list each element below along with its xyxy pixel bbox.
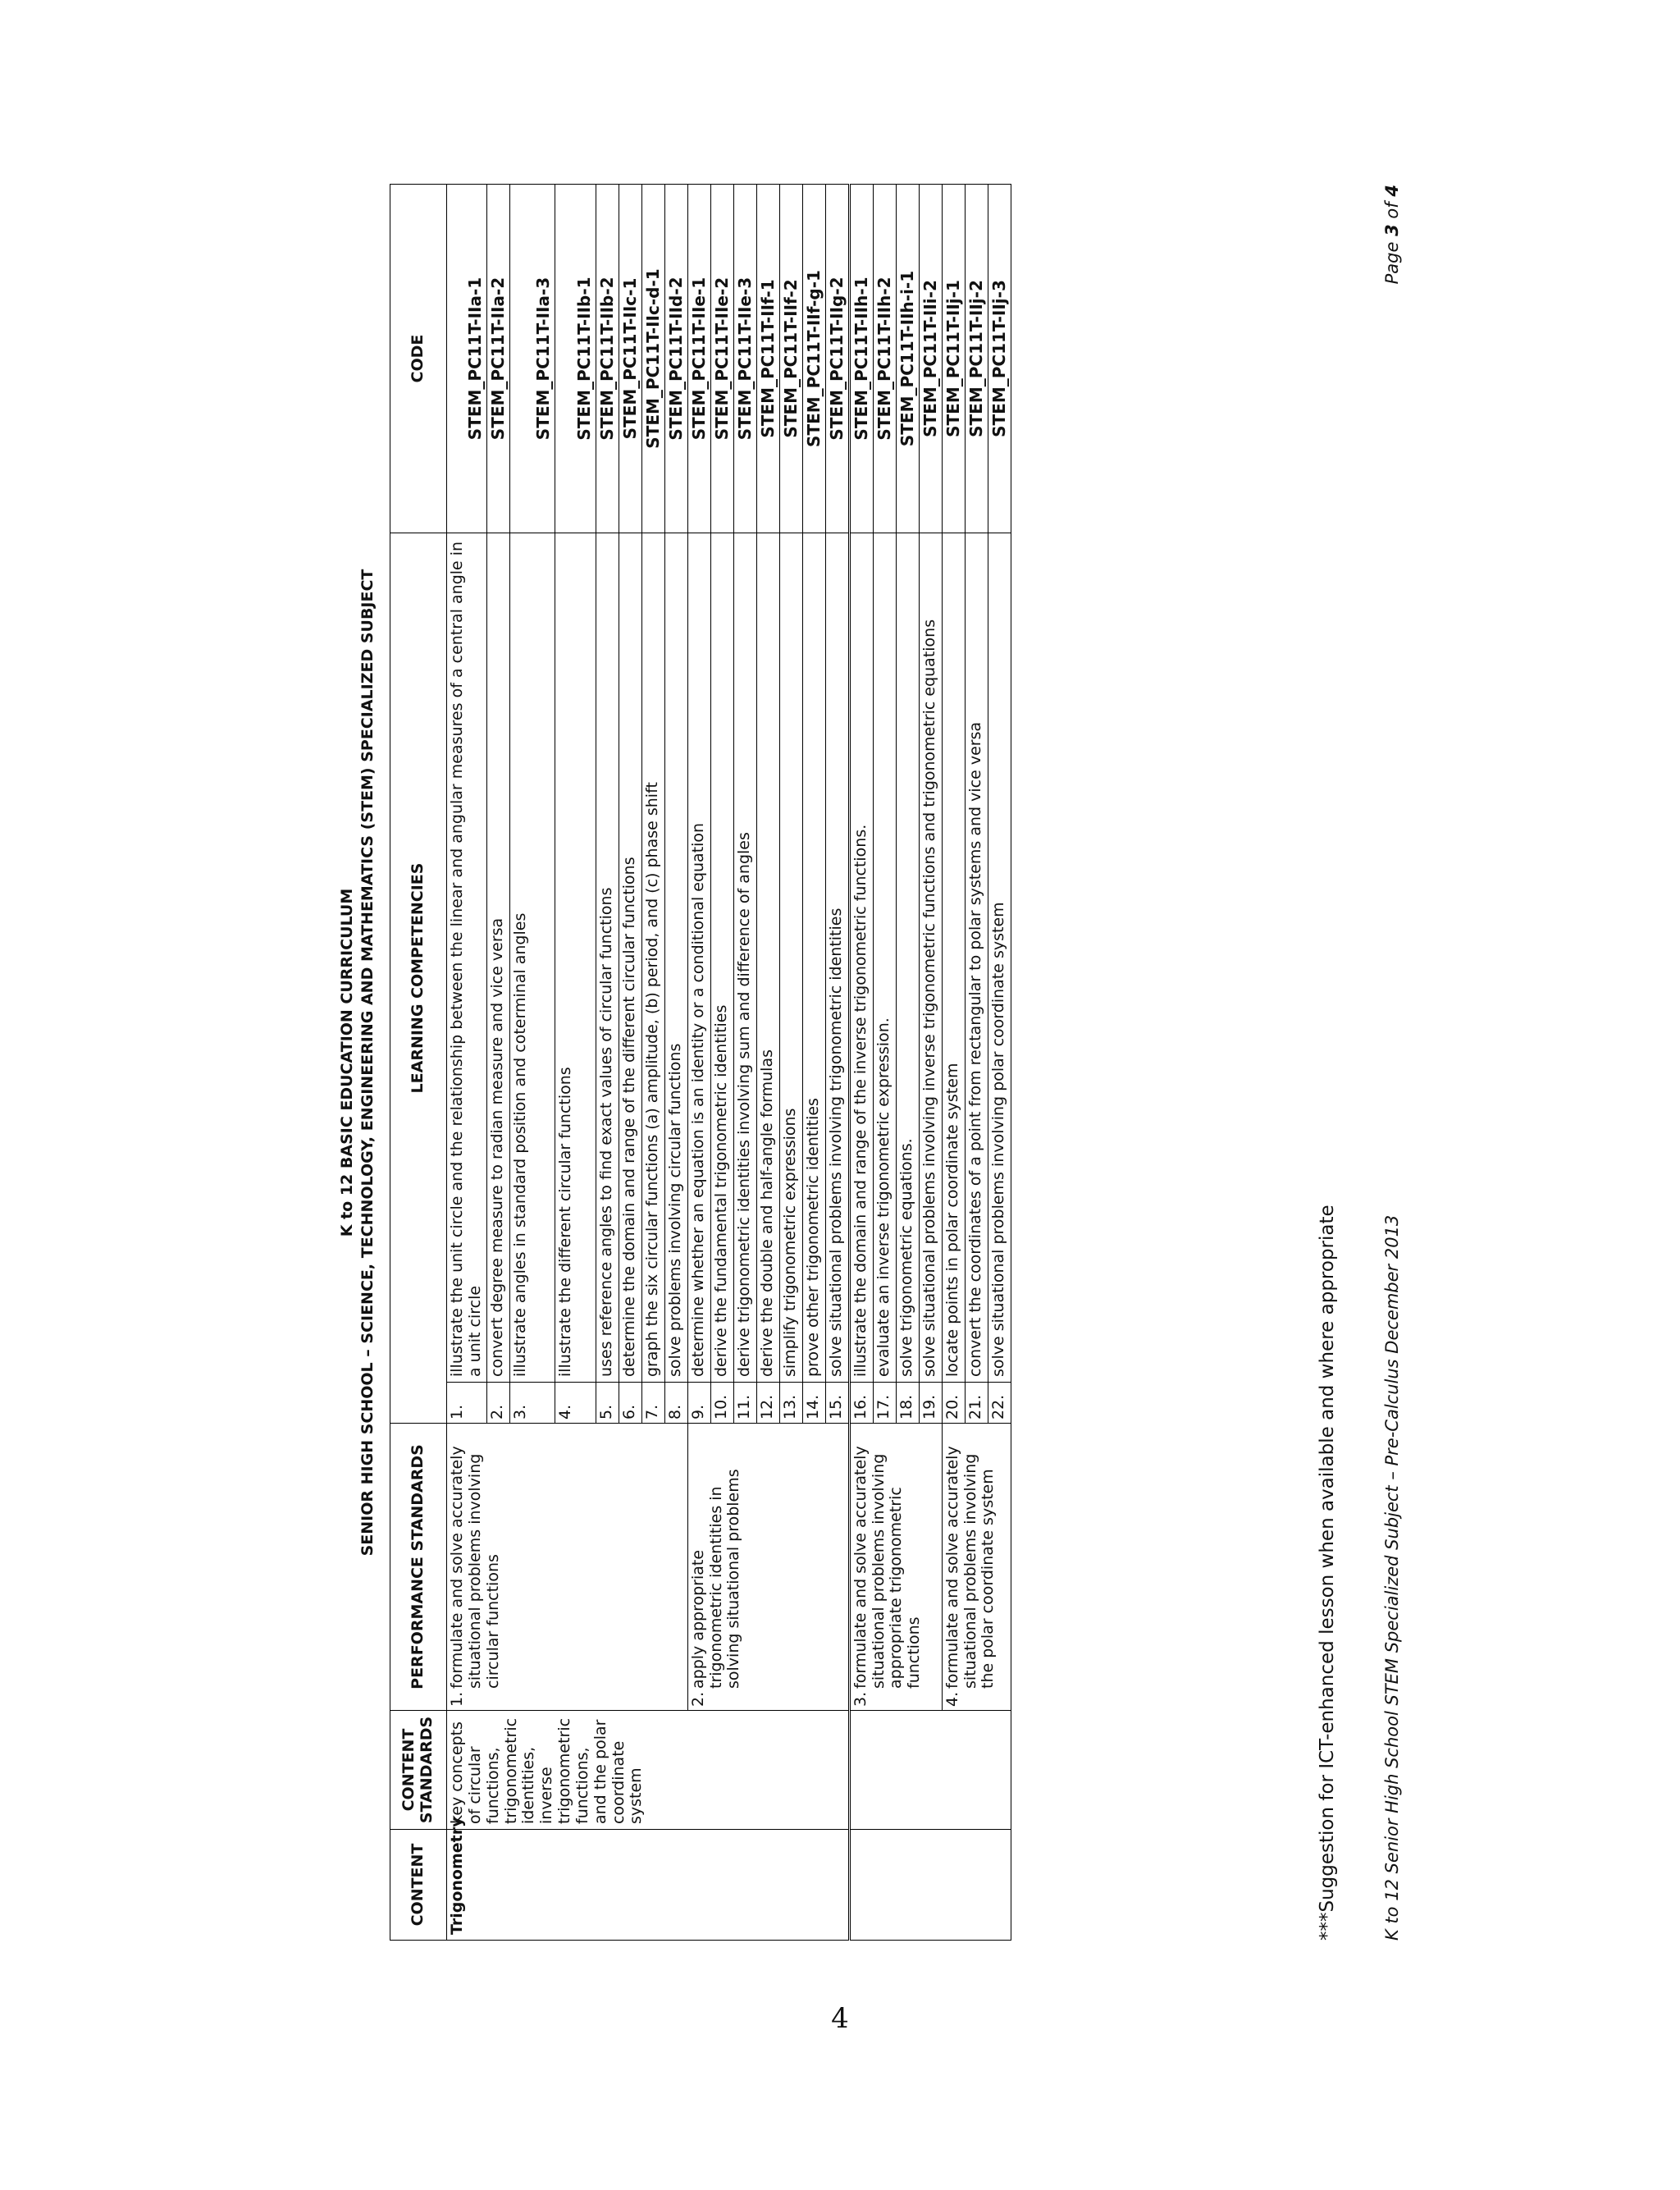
content-standard-cell-empty xyxy=(849,1711,1011,1830)
competency-number: 14. xyxy=(802,1383,825,1424)
content-standards-header: CONTENT STANDARDS xyxy=(390,1711,447,1830)
competency-number: 7. xyxy=(641,1383,664,1424)
competency-code: STEM_PC11T-IIh-2 xyxy=(873,185,896,533)
competency-code: STEM_PC11T-IIc-1 xyxy=(619,185,641,533)
content-header: CONTENT xyxy=(390,1830,447,1941)
competency-text: illustrate the unit circle and the relationship between the linear and angular measures of a central angle in a unit circle xyxy=(447,533,487,1383)
competency-number: 17. xyxy=(873,1383,896,1424)
performance-standard-number: 3. xyxy=(851,1691,870,1707)
performance-standard-text: formulate and solve accurately situational problems involving appropriate trigonometric functions xyxy=(851,1446,924,1689)
competency-number: 4. xyxy=(555,1383,596,1424)
competency-number: 20. xyxy=(942,1383,965,1424)
table-row xyxy=(687,185,710,1941)
competency-text: locate points in polar coordinate system xyxy=(942,533,965,1383)
competency-number: 8. xyxy=(664,1383,687,1424)
competency-code: STEM_PC11T-IIa-3 xyxy=(509,185,555,533)
competency-text: derive trigonometric identities involving sum and difference of angles xyxy=(733,533,756,1383)
competency-text: evaluate an inverse trigonometric expression. xyxy=(873,533,896,1383)
competency-text: derive the fundamental trigonometric identities xyxy=(710,533,733,1383)
code-header: CODE xyxy=(390,185,447,533)
competency-text: solve situational problems involving inverse trigonometric functions and trigonometric equations xyxy=(919,533,942,1383)
competency-code: STEM_PC11T-IIa-1 xyxy=(447,185,487,533)
content-cell: Trigonometry xyxy=(447,1830,850,1941)
curriculum-subtitle: SENIOR HIGH SCHOOL – SCIENCE, TECHNOLOGY, ENGINEERING AND MATHEMATICS (STEM) SPECIALIZED SUBJECT xyxy=(358,569,377,1557)
competency-text: illustrate the domain and range of the inverse trigonometric functions. xyxy=(849,533,873,1383)
competency-code: STEM_PC11T-IIh-i-1 xyxy=(896,185,919,533)
competency-number: 22. xyxy=(988,1383,1011,1424)
competency-code: STEM_PC11T-IIj-3 xyxy=(988,185,1011,533)
competency-text: simplify trigonometric expressions xyxy=(779,533,802,1383)
curriculum-table xyxy=(390,184,1011,1941)
performance-standard-number: 2. xyxy=(688,1691,707,1707)
competency-number: 6. xyxy=(619,1383,641,1424)
competency-number: 12. xyxy=(756,1383,779,1424)
competency-code: STEM_PC11T-IIf-2 xyxy=(779,185,802,533)
footer-document-title: K to 12 Senior High School STEM Specialized Subject – Pre-Calculus December 2013 xyxy=(1382,1214,1402,1941)
competency-code: STEM_PC11T-IIh-1 xyxy=(849,185,873,533)
competency-code: STEM_PC11T-IIe-3 xyxy=(733,185,756,533)
competency-number: 13. xyxy=(779,1383,802,1424)
competency-number: 18. xyxy=(896,1383,919,1424)
competency-text: convert the coordinates of a point from rectangular to polar systems and vice versa xyxy=(965,533,988,1383)
competency-number: 11. xyxy=(733,1383,756,1424)
performance-standard-text: apply appropriate trigonometric identities in solving situational problems xyxy=(688,1469,743,1689)
performance-standard-cell xyxy=(942,1424,1011,1711)
competency-code: STEM_PC11T-IIf-g-1 xyxy=(802,185,825,533)
ict-note: ***Suggestion for ICT-enhanced lesson when available and where appropriate xyxy=(1317,1205,1338,1941)
table-row xyxy=(447,185,487,1941)
competency-text: graph the six circular functions (a) amplitude, (b) period, and (c) phase shift xyxy=(641,533,664,1383)
competency-number: 16. xyxy=(849,1383,873,1424)
competency-number: 19. xyxy=(919,1383,942,1424)
competency-number: 9. xyxy=(687,1383,710,1424)
page-number: 4 xyxy=(831,2002,849,2035)
competency-number: 5. xyxy=(596,1383,619,1424)
performance-standard-cell xyxy=(687,1424,849,1711)
competency-number: 10. xyxy=(710,1383,733,1424)
competency-number: 21. xyxy=(965,1383,988,1424)
content-standard-cell: key concepts of circular functions, trigonometric identities, inverse trigonometric functions, and the polar coordinate system xyxy=(447,1711,850,1830)
performance-standard-number: 1. xyxy=(448,1691,466,1707)
competency-text: convert degree measure to radian measure and vice versa xyxy=(486,533,509,1383)
competency-text: prove other trigonometric identities xyxy=(802,533,825,1383)
competency-number: 1. xyxy=(447,1383,487,1424)
curriculum-title: K to 12 BASIC EDUCATION CURRICULUM xyxy=(338,888,356,1237)
competency-text: solve situational problems involving trigonometric identities xyxy=(825,533,849,1383)
content-cell-empty xyxy=(849,1830,1011,1941)
competency-code: STEM_PC11T-IIj-1 xyxy=(942,185,965,533)
performance-standard-text: formulate and solve accurately situational problems involving circular functions xyxy=(448,1446,502,1689)
competency-code: STEM_PC11T-IIe-1 xyxy=(687,185,710,533)
performance-standard-text: formulate and solve accurately situational problems involving the polar coordinate system xyxy=(943,1446,998,1689)
competency-code: STEM_PC11T-IIi-2 xyxy=(919,185,942,533)
competency-text: determine the domain and range of the different circular functions xyxy=(619,533,641,1383)
competency-code: STEM_PC11T-IIg-2 xyxy=(825,185,849,533)
competency-text: solve situational problems involving polar coordinate system xyxy=(988,533,1011,1383)
competency-number: 2. xyxy=(486,1383,509,1424)
competency-code: STEM_PC11T-IId-2 xyxy=(664,185,687,533)
competency-code: STEM_PC11T-IIj-2 xyxy=(965,185,988,533)
competency-text: solve problems involving circular functions xyxy=(664,533,687,1383)
competency-code: STEM_PC11T-IIb-1 xyxy=(555,185,596,533)
competency-code: STEM_PC11T-IIe-2 xyxy=(710,185,733,533)
competency-code: STEM_PC11T-IIf-1 xyxy=(756,185,779,533)
performance-standard-cell xyxy=(447,1424,688,1711)
table-row xyxy=(849,185,873,1941)
competency-text: derive the double and half-angle formulas xyxy=(756,533,779,1383)
performance-standard-number: 4. xyxy=(943,1691,961,1707)
competency-text: illustrate angles in standard position and coterminal angles xyxy=(509,533,555,1383)
competency-code: STEM_PC11T-IIa-2 xyxy=(486,185,509,533)
footer-page-of: of xyxy=(1382,202,1402,219)
performance-standard-cell xyxy=(849,1424,942,1711)
table-row xyxy=(942,185,965,1941)
competency-text: solve trigonometric equations. xyxy=(896,533,919,1383)
footer-page-indicator xyxy=(1382,185,1402,284)
header-row xyxy=(390,185,447,1941)
competency-text: illustrate the different circular functions xyxy=(555,533,596,1383)
footer-page-total: 4 xyxy=(1382,185,1402,197)
footer-page-current: 3 xyxy=(1382,224,1402,236)
footer-page-word: Page xyxy=(1382,241,1402,285)
learning-competencies-header: LEARNING COMPETENCIES xyxy=(390,533,447,1424)
rotated-page xyxy=(308,185,1620,1941)
competency-code: STEM_PC11T-IIc-d-1 xyxy=(641,185,664,533)
competency-code: STEM_PC11T-IIb-2 xyxy=(596,185,619,533)
competency-text: uses reference angles to find exact values of circular functions xyxy=(596,533,619,1383)
competency-number: 3. xyxy=(509,1383,555,1424)
performance-standards-header: PERFORMANCE STANDARDS xyxy=(390,1424,447,1711)
competency-text: determine whether an equation is an identity or a conditional equation xyxy=(687,533,710,1383)
competency-number: 15. xyxy=(825,1383,849,1424)
